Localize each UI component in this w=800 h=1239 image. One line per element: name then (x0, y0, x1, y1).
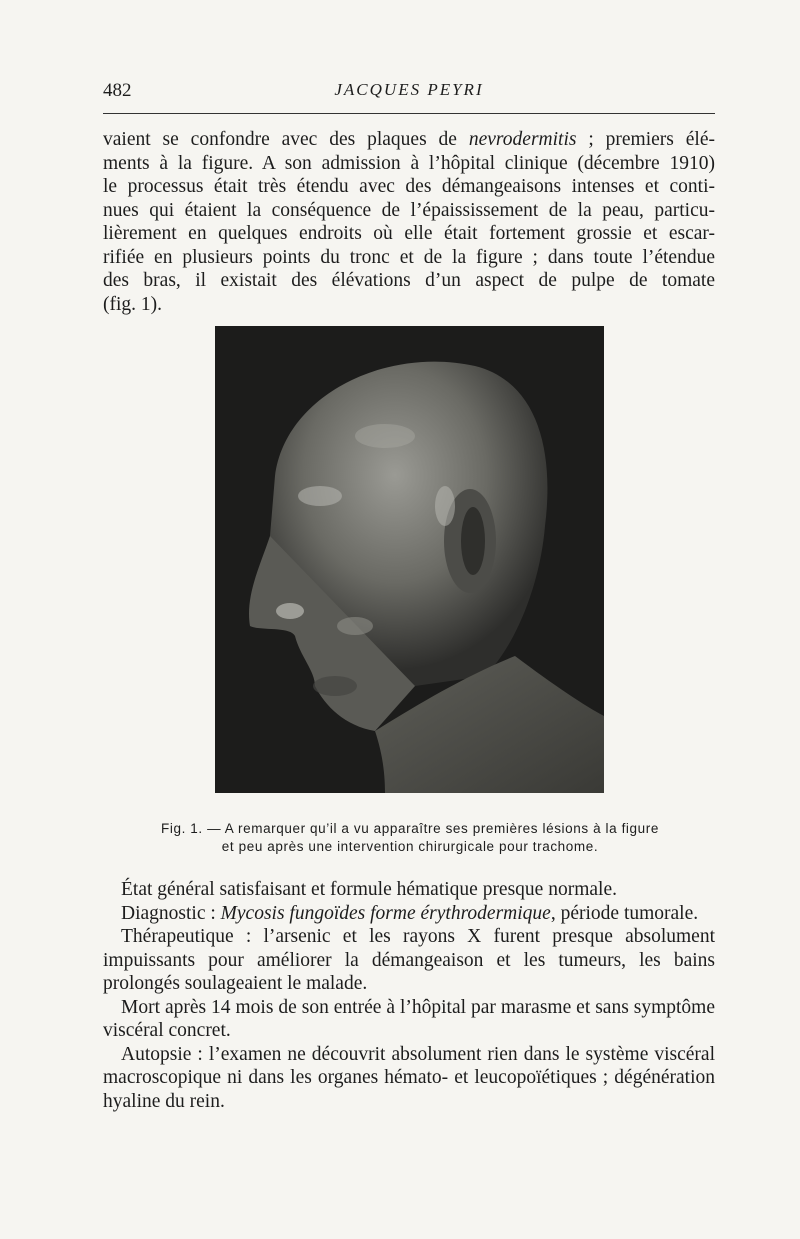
text-line: nues qui étaient la conséquence de l’épaississement de la peau, particu- (103, 199, 715, 221)
text-line: le processus était très étendu avec des démangeaisons intenses et conti- (103, 176, 715, 197)
paragraph-1 (103, 128, 715, 316)
page-header (103, 80, 715, 106)
text-line: (fig. 1). (103, 293, 163, 315)
running-head: JACQUES PEYRI (334, 80, 484, 99)
portrait-photo-illustration (215, 326, 604, 793)
header-rule (103, 113, 715, 114)
text-line: des bras, il existait des élévations d’un aspect de pulpe de tomate (103, 270, 715, 291)
caption-line-1: Fig. 1. — A remarquer qu’il a vu apparaître ses premières lésions à la figure (161, 821, 659, 836)
page-number: 482 (103, 80, 132, 101)
text-line: ments à la figure. A son admission à l’hôpital clinique (décembre 1910) (103, 152, 715, 174)
paragraph-autopsie: Autopsie : l’examen ne découvrit absolument rien dans le système viscéral macroscopique ni dans les organes hémato- et leucopoïétiques ; dégénération hyaline du rein. (103, 1043, 715, 1112)
figure-label: Fig. 1. (161, 821, 203, 836)
figure-caption (118, 820, 702, 856)
text-line: rifiée en plusieurs points du tronc et de la figure ; dans toute l’étendue (103, 246, 715, 268)
text-line: lièrement en quelques endroits où elle était fortement grossie et escar- (103, 223, 715, 244)
paragraph-therapeutique: Thérapeutique : l’arsenic et les rayons X furent presque absolument impuissants pour améliorer la démangeaison et les tumeurs, les bains prolongés soulageaient le malade. (103, 926, 715, 994)
caption-line-2: et peu après une intervention chirurgicale pour trachome. (221, 839, 599, 854)
body-text (103, 878, 715, 1113)
text-line: vaient se confondre avec des plaques de nevrodermitis ; premiers élé- (103, 129, 715, 150)
paragraph-etat-general: État général satisfaisant et formule hématique presque normale. (121, 879, 617, 900)
paragraph-mort: Mort après 14 mois de son entrée à l’hôpital par marasme et sans symptôme viscéral concret. (103, 996, 715, 1041)
paragraph-diagnostic: Diagnostic : Mycosis fungoïdes forme érythrodermique, période tumorale. (121, 902, 699, 924)
figure-photograph (215, 326, 604, 793)
